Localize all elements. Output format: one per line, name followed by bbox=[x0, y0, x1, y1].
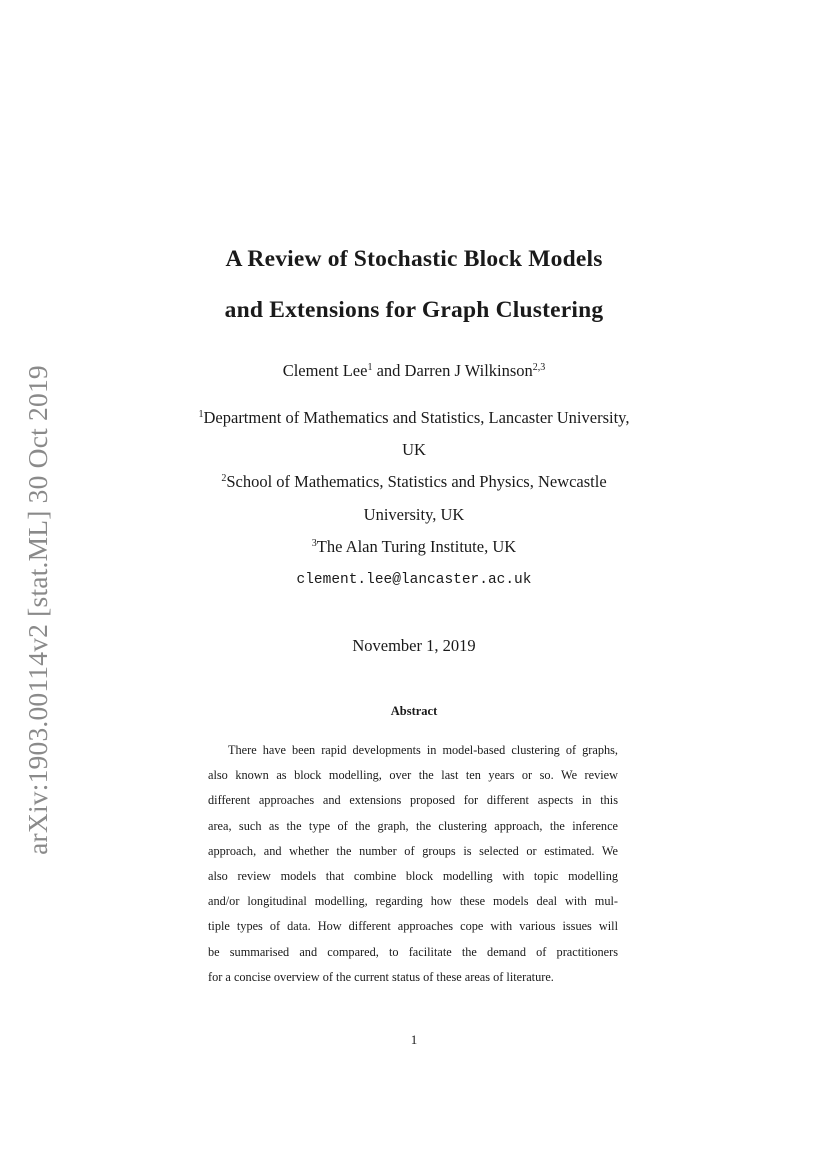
affiliation-1-mark: 1 bbox=[198, 409, 204, 420]
author-1-name: Clement Lee bbox=[282, 361, 368, 380]
abstract-body bbox=[208, 738, 618, 990]
affiliation-3-mark: 3 bbox=[311, 538, 317, 549]
author-list bbox=[0, 361, 828, 381]
affiliation-1 bbox=[0, 408, 828, 428]
abstract-line: also known as block modelling, over the last ten years or so. We review bbox=[208, 768, 618, 783]
affiliation-2-mark: 2 bbox=[221, 473, 227, 484]
affiliation-3-line-1: The Alan Turing Institute, UK bbox=[316, 537, 517, 556]
abstract-line: approach, and whether the number of groups is selected or estimated. We bbox=[208, 843, 618, 858]
affiliation-2-line-1: School of Mathematics, Statistics and Physics, Newcastle bbox=[226, 472, 607, 491]
abstract-line: for a concise overview of the current status of these areas of literature. bbox=[208, 969, 554, 984]
abstract-heading: Abstract bbox=[390, 704, 438, 718]
arxiv-identifier-stamp: arXiv:1903.00114v2 [stat.ML] 30 Oct 2019 bbox=[22, 365, 53, 855]
author-2-name: Darren J Wilkinson bbox=[404, 361, 533, 380]
affiliation-1-line-1: Department of Mathematics and Statistics, Lancaster University, bbox=[203, 408, 630, 427]
abstract-line: and/or longitudinal modelling, regarding how these models deal with mul- bbox=[208, 894, 618, 909]
affiliation-1-continued: UK bbox=[402, 440, 426, 459]
abstract-line: be summarised and compared, to facilitate the demand of practitioners bbox=[208, 944, 618, 959]
publication-date: November 1, 2019 bbox=[352, 636, 476, 655]
title-line-2: and Extensions for Graph Clustering bbox=[224, 297, 604, 323]
title-line-1: A Review of Stochastic Block Models bbox=[225, 246, 603, 272]
abstract-line: different approaches and extensions proposed for different aspects in this bbox=[208, 793, 618, 808]
author-2-affiliation-mark: 2,3 bbox=[532, 362, 546, 373]
affiliation-3 bbox=[0, 537, 828, 557]
abstract-line: also review models that combine block modelling with topic modelling bbox=[208, 868, 618, 883]
page-number: 1 bbox=[410, 1032, 418, 1047]
author-connector: and bbox=[372, 361, 405, 380]
abstract-line: There have been rapid developments in model-based clustering of graphs, bbox=[228, 743, 618, 757]
abstract-line: area, such as the type of the graph, the clustering approach, the inference bbox=[208, 818, 618, 833]
contact-email: clement.lee@lancaster.ac.uk bbox=[296, 572, 532, 588]
affiliation-2-continued: University, UK bbox=[363, 505, 465, 524]
abstract-line: tiple types of data. How different approaches cope with various issues will bbox=[208, 919, 618, 934]
paper-title bbox=[0, 234, 828, 336]
affiliation-2 bbox=[0, 472, 828, 492]
author-1-affiliation-mark: 1 bbox=[367, 362, 373, 373]
